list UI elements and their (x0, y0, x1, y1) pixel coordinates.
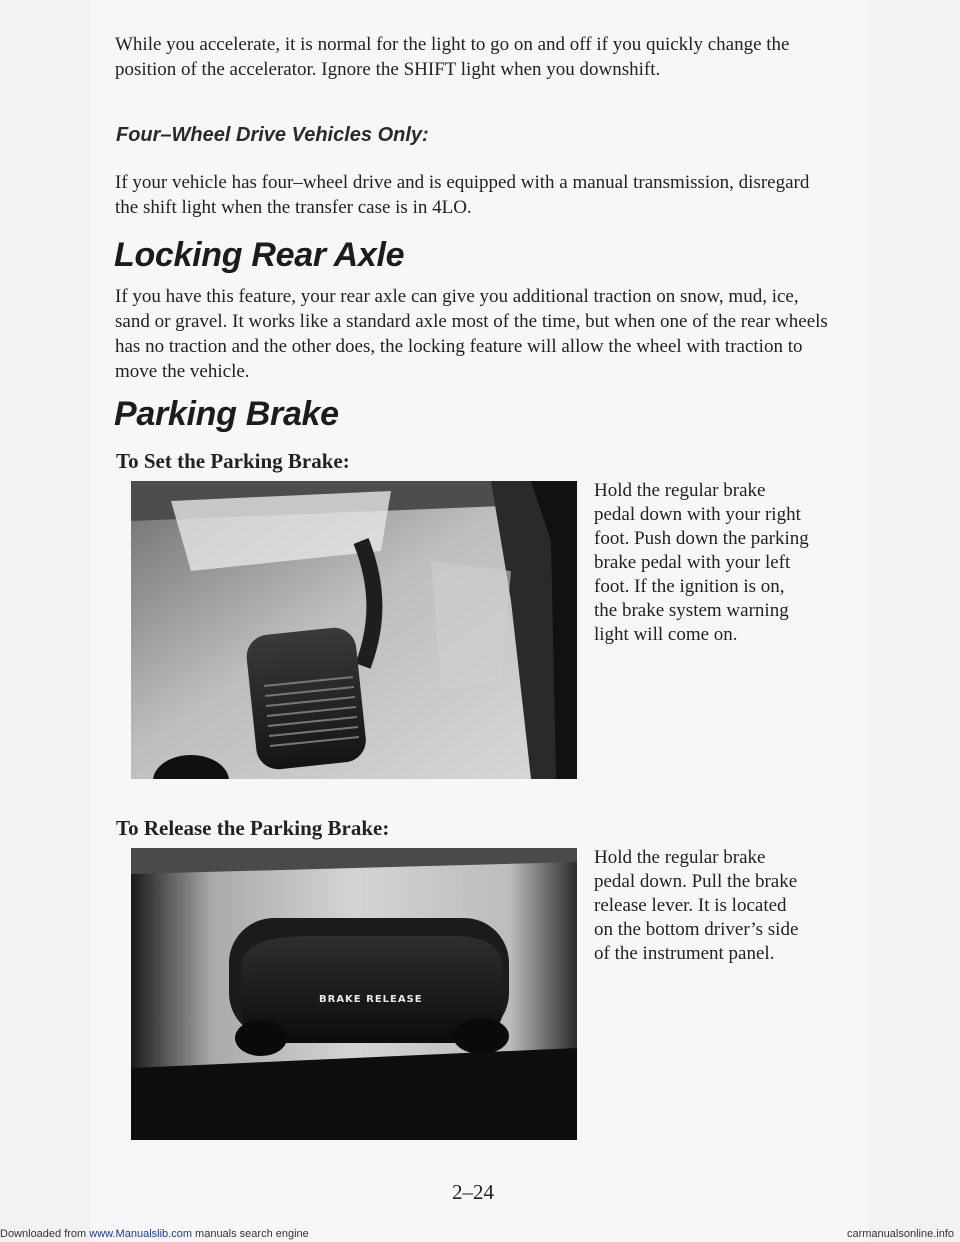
manualslib-link[interactable]: www.Manualslib.com (89, 1228, 192, 1240)
set-brake-heading: To Set the Parking Brake: (116, 449, 350, 473)
footer-left-prefix: Downloaded from (0, 1228, 90, 1240)
pedal-illustration (131, 481, 577, 779)
footer-right[interactable]: carmanualsonline.info (846, 1228, 954, 1240)
locking-axle-heading: Locking Rear Axle (114, 236, 405, 274)
release-brake-heading: To Release the Parking Brake: (116, 816, 390, 840)
brake-release-lever-photo (131, 848, 577, 1140)
four-wheel-paragraph: If your vehicle has four–wheel drive and is equipped with a manual transmission, disregard the shift light when the transfer case is in 4LO. (115, 172, 810, 218)
brake-release-label: BRAKE RELEASE (319, 994, 423, 1005)
set-brake-instructions: Hold the regular brake pedal down with your right foot. Push down the parking brake pedal with your left foot. If the ignition is on, the brake system warning light will come on. (594, 480, 809, 645)
intro-paragraph: While you accelerate, it is normal for the light to go on and off if you quickly change the position of the accelerator. Ignore the SHIFT light when you downshift. (115, 34, 790, 80)
page-number: 2–24 (452, 1180, 494, 1204)
footer-left-suffix: manuals search engine (191, 1228, 309, 1240)
four-wheel-heading: Four–Wheel Drive Vehicles Only: (116, 124, 429, 146)
locking-axle-paragraph: If you have this feature, your rear axle can give you additional traction on snow, mud, ice, sand or gravel. It works like a standard axle most of the time, but when one of the rear wheels has no traction and the other does, the locking feature will allow the wheel with traction to move the vehicle. (115, 286, 828, 382)
parking-brake-heading: Parking Brake (114, 395, 339, 433)
footer-left (0, 1226, 309, 1242)
footer-bar (0, 1226, 960, 1242)
release-brake-instructions: Hold the regular brake pedal down. Pull the brake release lever. It is located on the bottom driver’s side of the instrument panel. (594, 847, 799, 964)
parking-brake-pedal-photo (131, 481, 577, 779)
